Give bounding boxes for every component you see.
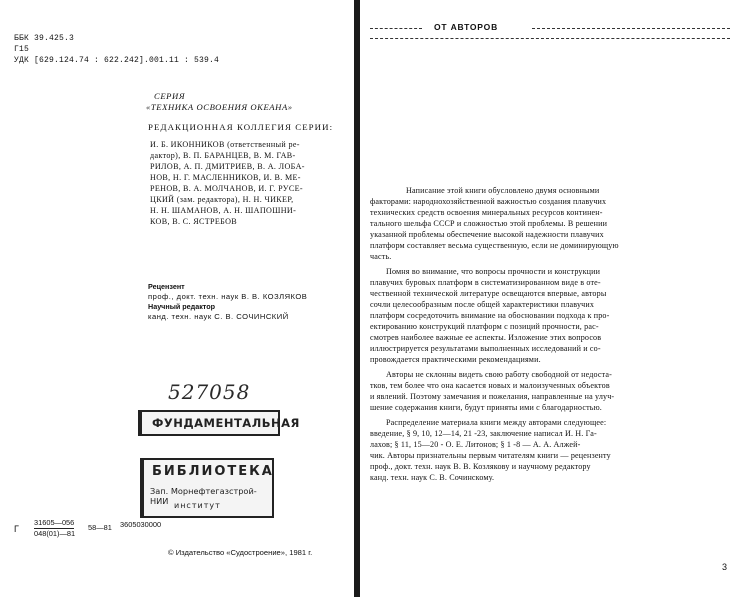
paragraph-line: ектированию конструкций платформ с позиций прочности, рас- <box>370 322 599 331</box>
paragraph-line: и явлений. Поэтому замечания и пожелания, направленные на улуч- <box>370 392 615 401</box>
header-rule-right <box>532 28 730 29</box>
board-line: ЦКИЙ (зам. редактора), Н. Н. ЧИКЕР, <box>150 195 294 204</box>
imprint-denominator: 048(01)—81 <box>34 529 76 538</box>
fund-stamp-text: ФУНДАМЕНТАЛЬНАЯ <box>152 416 300 430</box>
paragraph-line: платформ составляет весьма существенную, если не доминирующую <box>370 241 619 250</box>
header-rule-left <box>370 28 422 29</box>
fund-stamp <box>138 410 300 436</box>
paragraph-line: смотрев наиболее важные ее аспекты. Изложение этих вопросов <box>370 333 602 342</box>
board-line: КОВ, В. С. ЯСТРЕБОВ <box>150 217 238 226</box>
paragraph-line: провождается практическими рекомендациями. <box>370 355 541 364</box>
reviewer-name: проф., докт. техн. наук В. В. КОЗЛЯКОВ <box>148 292 308 301</box>
imprint-middle-code: 58—81 <box>88 523 112 532</box>
board-line: РЕНОВ, В. А. МОЛЧАНОВ, И. Г. РУСЕ- <box>150 184 303 193</box>
board-line: дактор), В. П. БАРАНЦЕВ, В. М. ГАВ- <box>150 151 296 160</box>
paragraph-line: шение содержания книги, будут приняты ими с благодарностью. <box>370 403 602 412</box>
paragraph-line: технических средств освоения минеральных ресурсов континен- <box>370 208 603 217</box>
paragraph-line: Написание этой книги обусловлено двумя основными <box>406 186 600 195</box>
paragraph-line: указанной проблемы обеспечение высокой надежности плавучих <box>370 230 604 239</box>
reviewer-label: Рецензент <box>148 282 185 291</box>
paragraph-line: сочли целесообразным после общей характеристики плавучих <box>370 300 595 309</box>
paragraph-line: чественной технической литературе освещаются впервые, авторы <box>370 289 607 298</box>
board-line: НОВ, Н. Г. МАСЛЕННИКОВ, И. В. МЕ- <box>150 173 301 182</box>
series-title: «ТЕХНИКА ОСВОЕНИЯ ОКЕАНА» <box>146 102 293 112</box>
library-stamp-institution: Зап. Морнефтегазстрой-НИИ <box>150 486 257 506</box>
paragraph-line: канд. техн. наук С. В. Сочинскому. <box>370 473 495 482</box>
classification-code: Г15 <box>14 45 30 54</box>
page-gutter <box>354 0 360 597</box>
board-line: РИЛОВ, А. П. ДМИТРИЕВ, В. А. ЛОБА- <box>150 162 305 171</box>
imprint-numerator: 31605—056 <box>34 518 75 527</box>
paragraph-line: чик. Авторы признательны первым читателям книги — рецензенту <box>370 451 611 460</box>
paragraph-line: часть. <box>370 252 392 261</box>
header-rule-under <box>370 38 730 39</box>
imprint-end-code: 3605030000 <box>120 520 162 529</box>
copyright-line: © Издательство «Судостроение», 1981 г. <box>168 548 313 557</box>
paragraph-line: факторами: народнохозяйственной важностью создания плавучих <box>370 197 607 206</box>
board-line: Н. Н. ШАМАНОВ, А. Н. ШАПОШНИ- <box>150 206 297 215</box>
paragraph-line: введение, § 9, 10, 12—14, 21 -23, заключение написал И. Н. Га- <box>370 429 597 438</box>
bbk-code: ББК 39.425.3 <box>14 34 75 43</box>
paragraph-line: лахов; § 11, 15—20 - О. Е. Литонов; § 1 -8 — А. А. Алжей- <box>370 440 581 449</box>
editorial-board-title: РЕДАКЦИОННАЯ КОЛЛЕГИЯ СЕРИИ: <box>148 122 334 132</box>
paragraph-line: проф., докт. техн. наук В. В. Козлякову и научному редактору <box>370 462 591 471</box>
section-title: ОТ АВТОРОВ <box>434 22 499 32</box>
board-line: И. Б. ИКОННИКОВ (ответственный ре- <box>150 140 300 149</box>
scientific-editor-label: Научный редактор <box>148 302 216 311</box>
handwritten-inventory-number: 527058 <box>168 380 251 404</box>
paragraph-line: иллюстрируется результатами выполненных исследований и со- <box>370 344 601 353</box>
scientific-editor-name: канд. техн. наук С. В. СОЧИНСКИЙ <box>148 312 289 321</box>
series-label: СЕРИЯ <box>154 91 186 101</box>
paragraph-line: платформ сосредоточить внимание на обосновании подхода к про- <box>370 311 610 320</box>
paragraph-line: Авторы не склонны видеть свою работу свободной от недоста- <box>386 370 613 379</box>
library-stamp <box>140 458 274 518</box>
paragraph-line: Распределение материала книги между авторами следующее: <box>386 418 607 427</box>
paragraph-line: тального шельфа СССР и сложностью этой проблемы. В решении <box>370 219 608 228</box>
paragraph-line: тков, тем более что она касается новых и малоизученных объектов <box>370 381 610 390</box>
page-number: 3 <box>722 562 728 572</box>
left-page <box>0 0 355 597</box>
library-stamp-subtitle: институт <box>174 501 221 510</box>
udk-code: УДК [629.124.74 : 622.242].001.11 : 539.4 <box>14 56 220 65</box>
paragraph-line: Помня во внимание, что вопросы прочности и конструкции <box>386 267 601 276</box>
paragraph-line: плавучих буровых платформ в систематизированном виде в оте- <box>370 278 601 287</box>
library-stamp-title: БИБЛИОТЕКА <box>152 464 274 479</box>
imprint-letter: Г <box>14 524 19 534</box>
right-page <box>362 0 742 597</box>
